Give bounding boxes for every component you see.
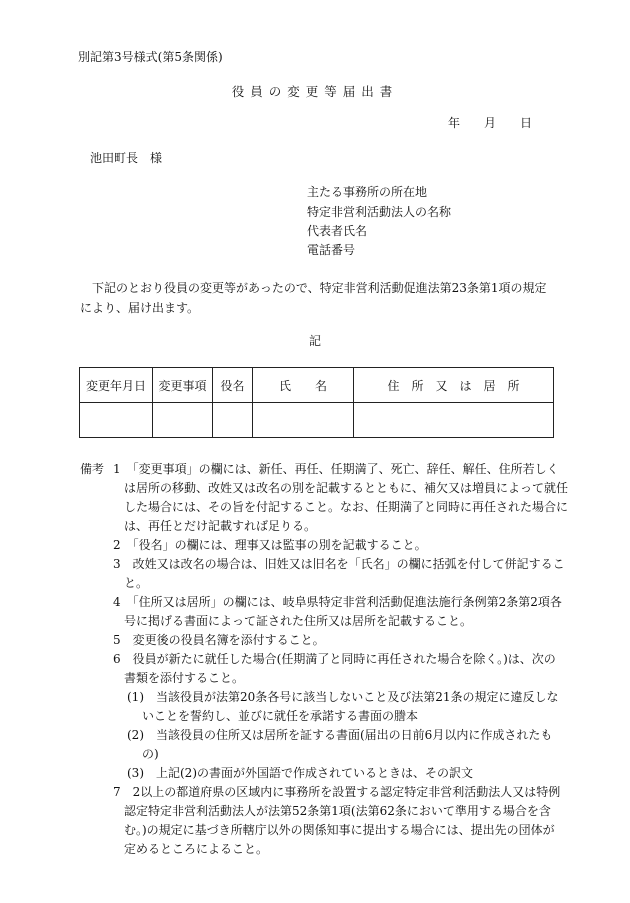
cell-position[interactable] [213,403,253,438]
notes-label: 備考 [80,462,105,476]
header-change-item: 変更事項 [153,368,213,403]
corp-name-label: 特定非営利活動法人の名称 [307,205,452,219]
date-day: 日 [520,116,533,130]
note-line: 3 改姓又は改名の場合は、旧姓又は旧名を「氏名」の欄に括弧を付して併記するこ [113,557,565,571]
note-line: いことを誓約し、並びに就任を承諾する書面の謄本 [142,709,419,723]
note-line: (1) 当該役員が法第20条各号に該当しないこと及び法第21条の規定に違反しな [127,690,559,704]
note-line: と。 [124,576,149,590]
date-line [448,114,532,131]
note-line: 6 役員が新たに就任した場合(任期満了と同時に再任された場合を除く。)は、次の [113,652,556,666]
note-line: 7 2以上の都道府県の区域内に事務所を設置する認定特定非営利活動法人又は特例 [113,785,561,799]
ki-heading: 記 [308,334,321,348]
date-month: 月 [484,116,497,130]
header-address: 住 所 又 は 居 所 [354,368,554,403]
intro-paragraph: 下記のとおり役員の変更等があったので、特定非営利活動促進法第23条第1項の規定により、届け出ます。 [80,281,547,315]
office-address-label: 主たる事務所の所在地 [307,185,428,199]
note-line: 1 「変更事項」の欄には、新任、再任、任期満了、死亡、辞任、解任、住所若しく [113,462,559,476]
changes-table [79,367,554,438]
note-line: 定めるところによること。 [124,842,269,856]
note-line: の) [142,747,159,761]
document-title: 役員の変更等届出書 [231,84,399,99]
cell-name[interactable] [253,403,354,438]
note-line: した場合には、その旨を付記すること。なお、任期満了と同時に再任された場合に [124,500,569,514]
cell-change-item[interactable] [153,403,213,438]
note-line: 書類を添付すること。 [124,671,245,685]
header-name: 氏 名 [253,368,354,403]
header-change-date: 変更年月日 [80,368,153,403]
cell-address[interactable] [354,403,554,438]
note-line: (3) 上記(2)の書面が外国語で作成されているときは、その訳文 [127,766,473,780]
note-line: 5 変更後の役員名簿を添付すること。 [113,633,325,647]
header-position: 役名 [213,368,253,403]
table-row [80,403,554,438]
representative-label: 代表者氏名 [307,224,368,238]
note-line: は居所の移動、改姓又は改名の別を記載するとともに、補欠又は増員によって就任 [124,481,569,495]
note-line: む。)の規定に基づき所轄庁以外の関係知事に提出する場合には、提出先の団体が [124,823,555,837]
table-header-row [80,368,554,403]
note-line: 4 「住所又は居所」の欄には、岐阜県特定非営利活動促進法施行条例第2条第2項各 [113,595,562,609]
cell-change-date[interactable] [80,403,153,438]
note-line: 号に掲げる書面によって証された住所又は居所を記載すること。 [124,614,473,628]
note-line: 2 「役名」の欄には、理事又は監事の別を記載すること。 [113,538,427,552]
form-number: 別記第3号様式(第5条関係) [78,50,223,64]
note-line: は、再任とだけ記載すれば足りる。 [124,519,317,533]
addressee: 池田町長 様 [90,151,163,165]
date-year: 年 [448,116,461,130]
note-line: (2) 当該役員の住所又は居所を証する書面(届出の日前6月以内に作成されたも [127,728,553,742]
note-line: 認定特定非営利活動法人が法第52条第1項(法第62条において準用する場合を含 [124,804,551,818]
phone-label: 電話番号 [307,243,356,257]
